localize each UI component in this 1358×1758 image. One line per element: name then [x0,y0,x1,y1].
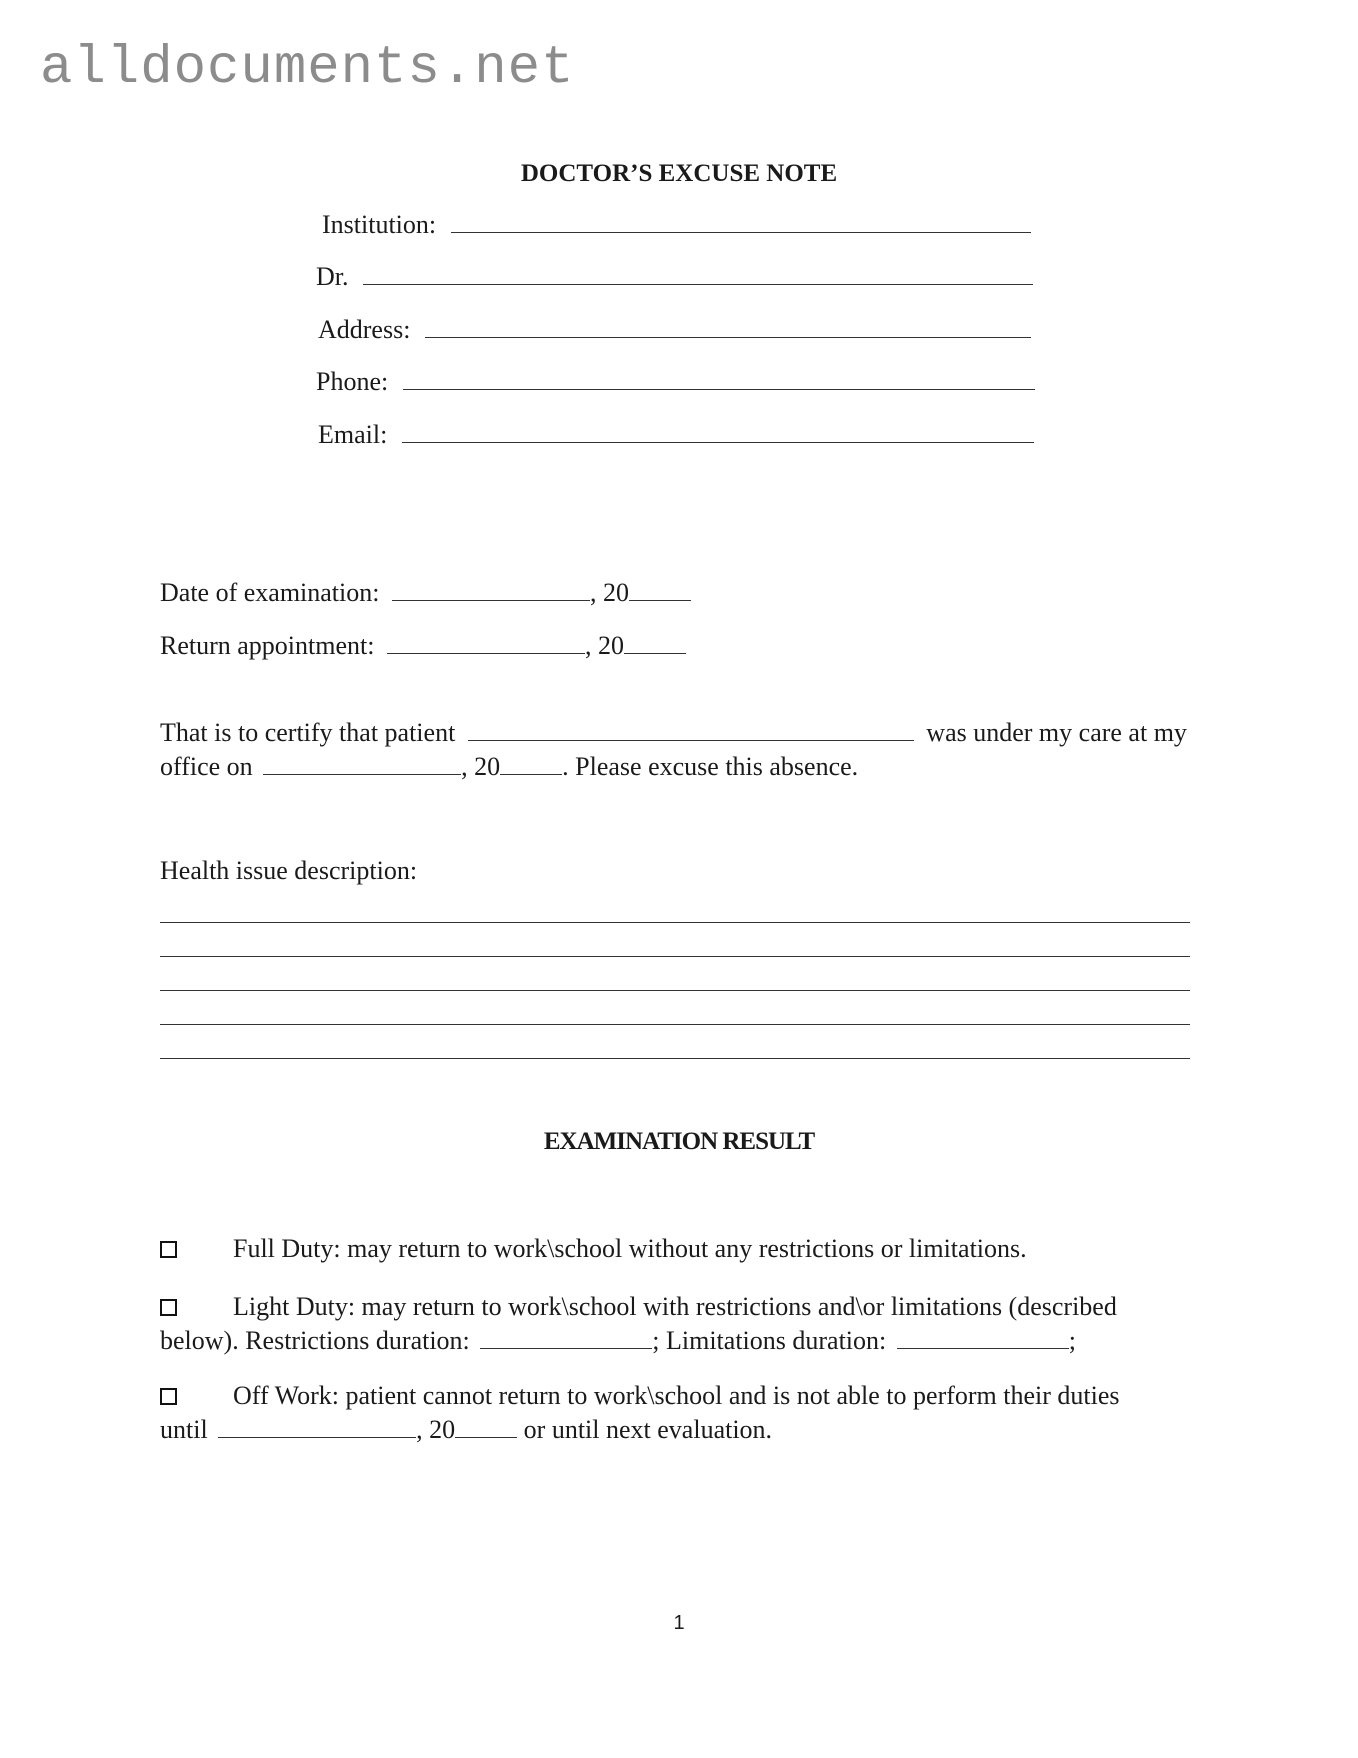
result-title: EXAMINATION RESULT [543,1128,815,1155]
health-line-5[interactable] [160,1058,1190,1059]
exam-date-field[interactable] [160,578,691,608]
off-work-checkbox[interactable] [160,1388,177,1405]
address-field[interactable] [318,315,1031,345]
off-work-year-blank[interactable] [455,1417,517,1438]
page-number: 1 [673,1612,685,1634]
document-title: DOCTOR’S EXCUSE NOTE [520,160,838,187]
return-date-field[interactable] [160,631,686,661]
light-duty-text-4: ; [1068,1326,1076,1355]
restrictions-duration-blank[interactable] [480,1328,652,1349]
light-duty-checkbox[interactable] [160,1299,177,1316]
email-field[interactable] [318,420,1034,450]
return-date-label: Return appointment: [160,631,375,660]
health-line-2[interactable] [160,956,1190,957]
return-year-prefix: , 20 [584,631,624,660]
off-work-date-blank[interactable] [218,1417,416,1438]
address-label: Address: [318,315,411,344]
health-line-4[interactable] [160,1024,1190,1025]
doctor-label: Dr. [316,262,349,291]
health-issue-label: Health issue description: [160,856,418,885]
off-work-text-4: or until next evaluation. [517,1415,773,1444]
full-duty-option[interactable] [160,1232,1210,1266]
office-year-blank[interactable] [500,754,562,775]
certify-text-2: was under my care at my [926,718,1187,747]
patient-name-blank[interactable] [468,720,914,741]
light-duty-text-1: Light Duty: may return to work\school with restrictions and\or limitations (described [233,1292,1117,1321]
doctor-field[interactable] [316,262,1033,292]
certify-text-4: , 20 [461,752,501,781]
full-duty-text: Full Duty: may return to work\school without any restrictions or limitations. [233,1234,1027,1263]
health-line-3[interactable] [160,990,1190,991]
certify-paragraph [160,716,1210,784]
institution-label: Institution: [322,210,437,239]
certify-text-1: That is to certify that patient [160,718,456,747]
off-work-text-2: until [160,1415,208,1444]
email-blank[interactable] [402,422,1034,443]
exam-year-prefix: , 20 [589,578,629,607]
phone-field[interactable] [316,367,1035,397]
watermark: alldocuments.net [40,38,575,99]
light-duty-option[interactable] [160,1290,1210,1358]
light-duty-text-2: below). Restrictions duration: [160,1326,470,1355]
office-date-blank[interactable] [263,754,461,775]
exam-date-label: Date of examination: [160,578,380,607]
phone-label: Phone: [316,367,389,396]
limitations-duration-blank[interactable] [897,1328,1069,1349]
off-work-text-3: , 20 [416,1415,456,1444]
institution-blank[interactable] [451,212,1031,233]
doctor-blank[interactable] [363,264,1033,285]
return-date-blank[interactable] [387,633,585,654]
address-blank[interactable] [425,317,1031,338]
exam-date-blank[interactable] [392,580,590,601]
full-duty-checkbox[interactable] [160,1241,177,1258]
phone-blank[interactable] [403,369,1035,390]
off-work-text-1: Off Work: patient cannot return to work\school and is not able to perform their duties [233,1381,1120,1410]
email-label: Email: [318,420,388,449]
light-duty-text-3: ; Limitations duration: [652,1326,887,1355]
return-year-blank[interactable] [624,633,686,654]
exam-year-blank[interactable] [629,580,691,601]
institution-field[interactable] [322,210,1031,240]
off-work-option[interactable] [160,1379,1210,1447]
health-line-1[interactable] [160,922,1190,923]
certify-text-3: office on [160,752,253,781]
certify-text-5: . Please excuse this absence. [562,752,859,781]
